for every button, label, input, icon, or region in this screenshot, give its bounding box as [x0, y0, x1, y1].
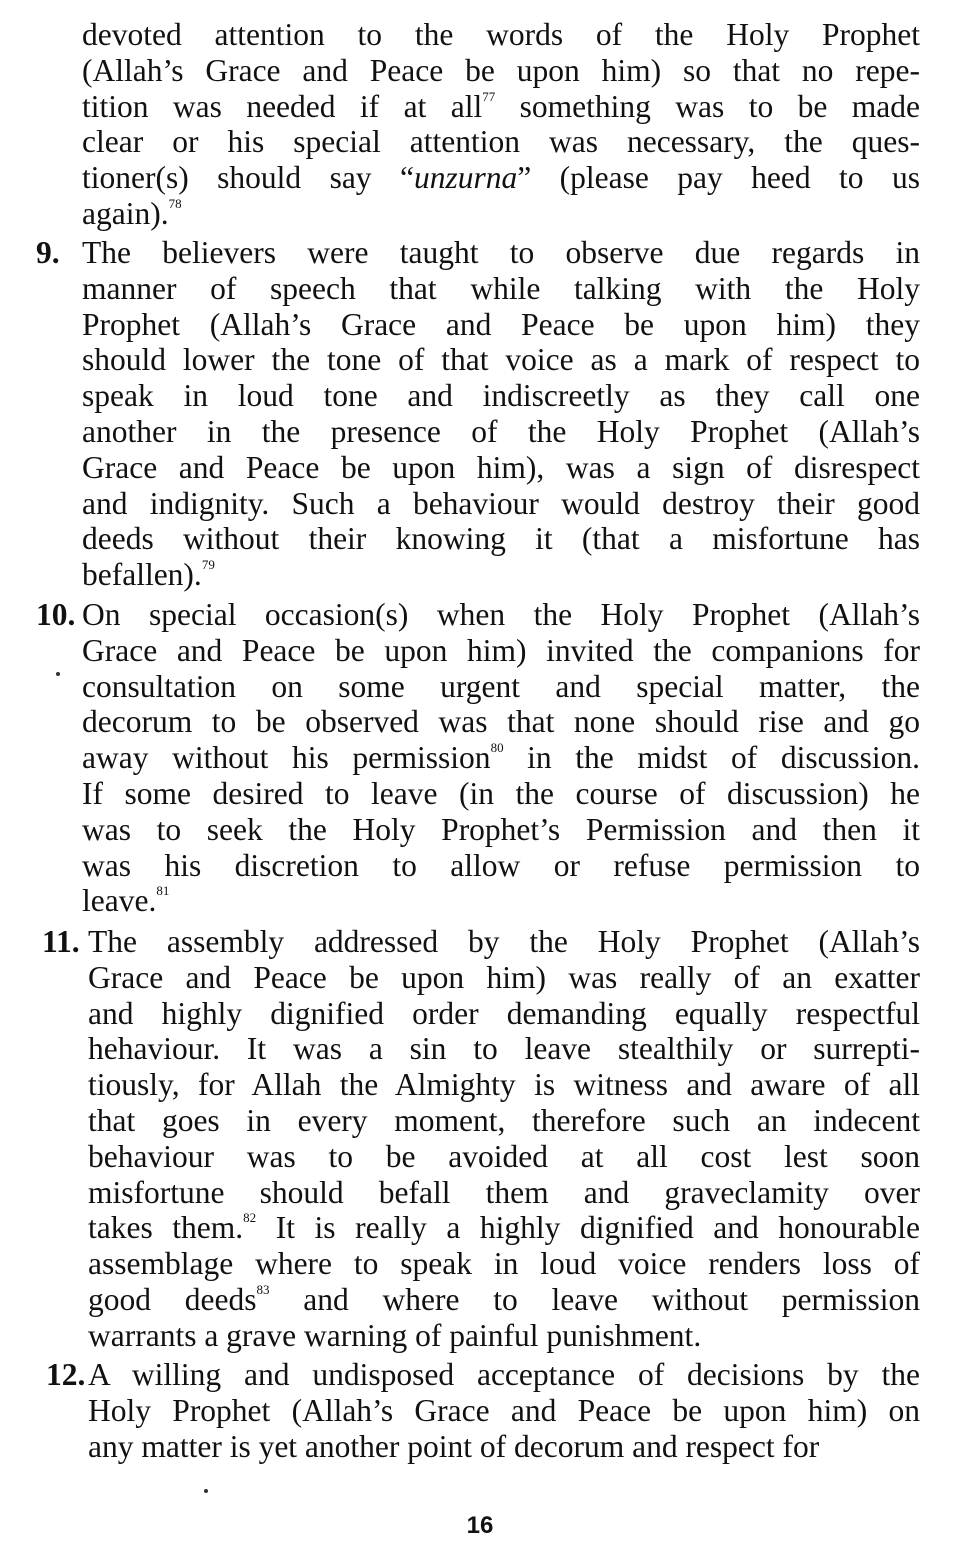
text-line: Grace and Peace be upon him), was a sign of disrespect: [82, 449, 920, 485]
text-line: consultation on some urgent and special matter, the: [82, 668, 920, 704]
text-line: The assembly addressed by the Holy Prophet (Allah’s: [88, 924, 920, 959]
text-line: The believers were taught to observe due regards in: [82, 235, 920, 270]
scan-speck: [204, 1489, 208, 1493]
text-line: warrants a grave warning of painful punishment.: [88, 1317, 702, 1353]
text-line: and indignity. Such a behaviour would destroy their good: [82, 485, 920, 521]
footnote-marker: 83: [256, 1281, 270, 1297]
text-line: speak in loud tone and indiscreetly as they call one: [82, 378, 920, 414]
paragraph-item-9: [82, 235, 920, 593]
footnote-marker: 81: [156, 883, 170, 899]
text-line: tition was needed if at all$^{77}$ something was to be made: [82, 88, 920, 124]
text-line: If some desired to leave (in the course of discussion) he: [82, 775, 920, 811]
item-number-12: 12.: [46, 1357, 86, 1392]
item-number-9: 9.: [36, 235, 60, 270]
text-line: assemblage where to speak in loud voice renders loss of: [88, 1246, 920, 1282]
footnote-marker: 79: [201, 557, 215, 573]
text-line: another in the presence of the Holy Prophet (Allah’s: [82, 413, 920, 449]
text-line: good deeds$^{83}$ and where to leave without permission: [88, 1281, 920, 1317]
text-line: Grace and Peace be upon him) invited the companions for: [82, 632, 920, 668]
text-line: that goes in every moment, therefore such an indecent: [88, 1102, 920, 1138]
text-line: again).$^{78}$: [82, 195, 182, 231]
footnote-marker: 78: [168, 195, 182, 211]
text-line: away without his permission$^{80}$ in the midst of discussion.: [82, 740, 921, 776]
text-line: Grace and Peace be upon him) was really of an exatter: [88, 959, 920, 995]
text-line: A willing and undisposed acceptance of decisions by the: [88, 1357, 920, 1392]
text-line: misfortune should befall them and graveclamity over: [88, 1174, 920, 1210]
text-line: takes them.$^{82}$ It is really a highly dignified and honourable: [88, 1210, 920, 1246]
text-line: (Allah’s Grace and Peace be upon him) so that no repe-: [82, 52, 920, 88]
footnote-marker: 82: [243, 1210, 257, 1226]
paragraph-item-10: [82, 597, 920, 919]
text-line: Holy Prophet (Allah’s Grace and Peace be upon him) on: [88, 1392, 920, 1428]
text-line: devoted attention to the words of the Holy Prophet: [82, 17, 920, 52]
italic-term: unzurna: [413, 160, 518, 196]
scan-speck: [56, 672, 60, 676]
text-line: Prophet (Allah’s Grace and Peace be upon him) they: [82, 306, 920, 342]
text-line: On special occasion(s) when the Holy Prophet (Allah’s: [82, 597, 920, 632]
text-line: should lower the tone of that voice as a mark of respect to: [82, 342, 920, 378]
text-line: and highly dignified order demanding equally respectful: [88, 995, 920, 1031]
text-line: manner of speech that while talking with the Holy: [82, 270, 920, 306]
text-line: tiously, for Allah the Almighty is witness and aware of all: [88, 1067, 920, 1103]
text-line: was to seek the Holy Prophet’s Permission and then it: [82, 811, 920, 847]
page-number: 16: [466, 1512, 494, 1539]
text-line: was his discretion to allow or refuse permission to: [82, 847, 920, 883]
text-line: leave.$^{81}$: [82, 883, 170, 919]
footnote-marker: 77: [482, 88, 496, 104]
text-line: befallen).$^{79}$: [82, 557, 215, 593]
item-number-11: 11.: [42, 924, 80, 959]
text-line: behaviour was to be avoided at all cost lest soon: [88, 1138, 920, 1174]
footnote-marker: 80: [490, 740, 504, 756]
text-line: deeds without their knowing it (that a misfortune has: [82, 521, 920, 557]
text-line: hehaviour. It was a sin to leave stealthily or surrepti-: [88, 1031, 920, 1067]
text-line: any matter is yet another point of decorum and respect for: [88, 1428, 820, 1464]
paragraph-continuation: [82, 17, 920, 232]
paragraph-item-12: [88, 1357, 920, 1464]
item-number-10: 10.: [36, 597, 76, 632]
text-line: clear or his special attention was necessary, the ques-: [82, 124, 920, 160]
paragraph-item-11: [88, 924, 920, 1354]
text-line: tioner(s) should say “unzurna” (please pay heed to us: [82, 160, 920, 196]
text-line: decorum to be observed was that none should rise and go: [82, 704, 920, 740]
